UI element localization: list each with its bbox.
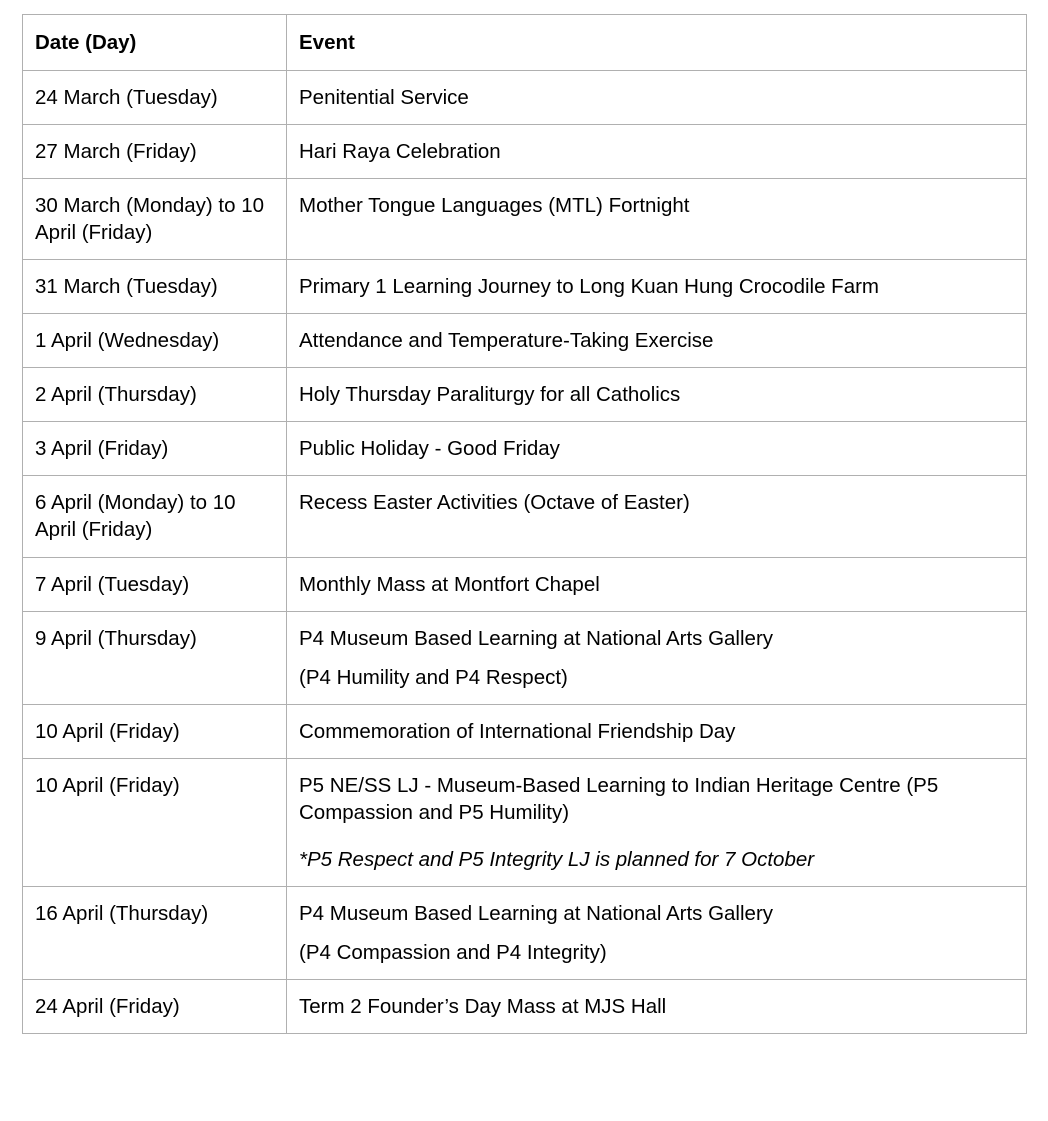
table-header — [23, 15, 1027, 71]
cell-event — [287, 886, 1027, 979]
event-text: (P4 Humility and P4 Respect) — [299, 665, 568, 689]
table-row — [23, 886, 1027, 979]
event-text: Recess Easter Activities (Octave of Easter) — [299, 491, 690, 515]
cell-event — [287, 758, 1027, 886]
table-row — [23, 758, 1027, 886]
event-text: Commemoration of International Friendship Day — [299, 719, 736, 743]
cell-date: 9 April (Thursday) — [23, 611, 287, 704]
table-row — [23, 979, 1027, 1033]
event-text: P4 Museum Based Learning at National Arts Gallery — [299, 626, 774, 650]
table-header-row — [23, 15, 1027, 71]
cell-date: 30 March (Monday) to 10 April (Friday) — [23, 179, 287, 260]
cell-event — [287, 179, 1027, 260]
cell-date: 3 April (Friday) — [23, 422, 287, 476]
cell-event — [287, 611, 1027, 704]
cell-date: 24 April (Friday) — [23, 979, 287, 1033]
cell-event — [287, 71, 1027, 125]
cell-event — [287, 125, 1027, 179]
event-text: Public Holiday - Good Friday — [299, 437, 560, 461]
event-text: Monthly Mass at Montfort Chapel — [299, 572, 600, 596]
cell-event — [287, 704, 1027, 758]
table-row — [23, 704, 1027, 758]
event-text: Term 2 Founder’s Day Mass at MJS Hall — [299, 994, 667, 1018]
cell-event — [287, 422, 1027, 476]
event-text: Attendance and Temperature-Taking Exercise — [299, 329, 714, 353]
cell-date: 7 April (Tuesday) — [23, 557, 287, 611]
event-text: Primary 1 Learning Journey to Long Kuan Hung Crocodile Farm — [299, 275, 879, 299]
cell-event — [287, 557, 1027, 611]
event-text: Mother Tongue Languages (MTL) Fortnight — [299, 194, 690, 218]
cell-date: 16 April (Thursday) — [23, 886, 287, 979]
cell-event — [287, 368, 1027, 422]
event-note: *P5 Respect and P5 Integrity LJ is planned for 7 October — [299, 847, 815, 871]
column-header-event: Event — [287, 15, 1027, 71]
table-row — [23, 71, 1027, 125]
event-text: P4 Museum Based Learning at National Arts Gallery — [299, 901, 774, 925]
table-row — [23, 422, 1027, 476]
table-row — [23, 260, 1027, 314]
table-row — [23, 314, 1027, 368]
column-header-date: Date (Day) — [23, 15, 287, 71]
table-row — [23, 611, 1027, 704]
schedule-table — [22, 14, 1027, 1034]
cell-date: 1 April (Wednesday) — [23, 314, 287, 368]
event-text: Holy Thursday Paraliturgy for all Catholics — [299, 383, 681, 407]
cell-date: 10 April (Friday) — [23, 758, 287, 886]
table-row — [23, 476, 1027, 557]
cell-date: 6 April (Monday) to 10 April (Friday) — [23, 476, 287, 557]
cell-event — [287, 314, 1027, 368]
cell-event — [287, 979, 1027, 1033]
table-row — [23, 557, 1027, 611]
cell-event — [287, 260, 1027, 314]
cell-event — [287, 476, 1027, 557]
table-row — [23, 179, 1027, 260]
event-text: P5 NE/SS LJ - Museum-Based Learning to Indian Heritage Centre (P5 Compassion and P5 Humility) — [299, 773, 939, 824]
table-row — [23, 368, 1027, 422]
event-text: Penitential Service — [299, 86, 469, 110]
cell-date: 24 March (Tuesday) — [23, 71, 287, 125]
event-text: (P4 Compassion and P4 Integrity) — [299, 940, 607, 964]
cell-date: 2 April (Thursday) — [23, 368, 287, 422]
table-row — [23, 125, 1027, 179]
cell-date: 10 April (Friday) — [23, 704, 287, 758]
event-text: Hari Raya Celebration — [299, 140, 501, 164]
table-body — [23, 71, 1027, 1034]
cell-date: 31 March (Tuesday) — [23, 260, 287, 314]
cell-date: 27 March (Friday) — [23, 125, 287, 179]
